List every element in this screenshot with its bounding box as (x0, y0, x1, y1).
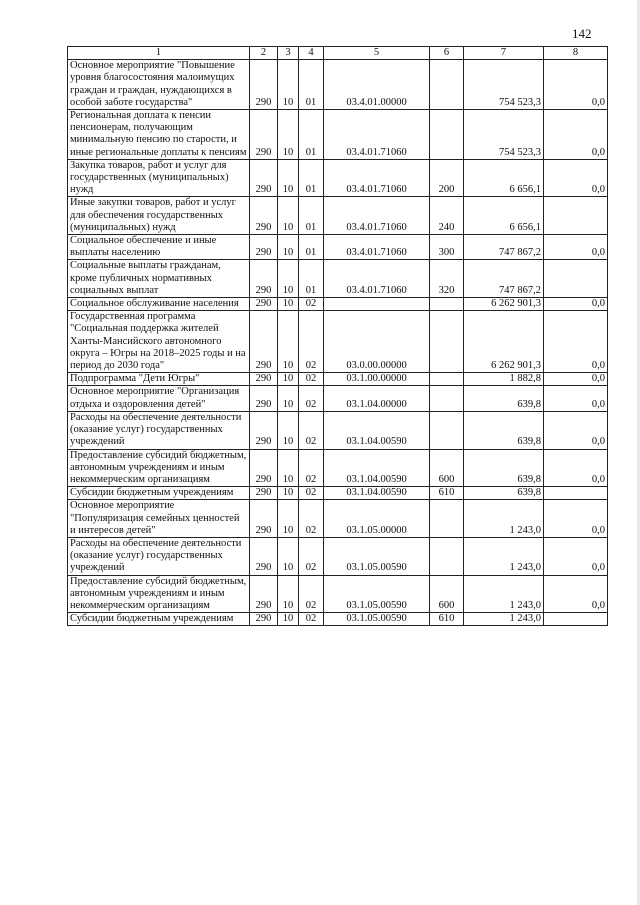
row-expense-type-cell (430, 411, 464, 449)
table-row (68, 260, 608, 298)
row-code-main-cell: 290 (250, 487, 278, 500)
row-section-cell: 10 (278, 197, 299, 235)
row-subvention-cell: 0,0 (544, 411, 608, 449)
row-amount-cell: 6 262 901,3 (464, 298, 544, 311)
row-code-main-cell: 290 (250, 373, 278, 386)
row-subsection-cell: 02 (299, 373, 324, 386)
row-subvention-cell (544, 197, 608, 235)
row-target-article-cell: 03.4.01.71060 (324, 197, 430, 235)
row-amount-cell: 1 243,0 (464, 575, 544, 613)
row-amount-cell: 754 523,3 (464, 110, 544, 160)
row-subvention-cell: 0,0 (544, 60, 608, 110)
table-row (68, 500, 608, 538)
row-section-cell: 10 (278, 60, 299, 110)
row-section-cell: 10 (278, 260, 299, 298)
row-target-article-cell: 03.1.05.00590 (324, 537, 430, 575)
row-expense-type-cell (430, 60, 464, 110)
row-subvention-cell: 0,0 (544, 449, 608, 487)
table-row (68, 298, 608, 311)
table-row (68, 373, 608, 386)
row-target-article-cell: 03.1.00.00000 (324, 373, 430, 386)
row-code-main-cell: 290 (250, 537, 278, 575)
row-code-main-cell: 290 (250, 110, 278, 160)
row-subvention-cell: 0,0 (544, 373, 608, 386)
row-expense-type-cell (430, 311, 464, 373)
row-name-cell: Основное мероприятие "Популяризация семейных ценностей и интересов детей" (68, 500, 250, 538)
row-target-article-cell: 03.4.01.00000 (324, 60, 430, 110)
row-amount-cell: 639,8 (464, 386, 544, 411)
row-amount-cell: 1 243,0 (464, 500, 544, 538)
row-subvention-cell: 0,0 (544, 311, 608, 373)
row-target-article-cell: 03.1.04.00590 (324, 449, 430, 487)
row-name-cell: Основное мероприятие "Повышение уровня благосостояния малоимущих граждан и граждан, нуждающихся в особой заботе государства" (68, 60, 250, 110)
row-name-cell: Предоставление субсидий бюджетным, автономным учреждениям и иным некоммерческим организациям (68, 449, 250, 487)
header-row (68, 47, 608, 60)
row-section-cell: 10 (278, 386, 299, 411)
row-subsection-cell: 02 (299, 500, 324, 538)
table-row (68, 235, 608, 260)
row-target-article-cell: 03.4.01.71060 (324, 235, 430, 260)
row-section-cell: 10 (278, 575, 299, 613)
row-section-cell: 10 (278, 373, 299, 386)
row-subsection-cell: 02 (299, 386, 324, 411)
row-amount-cell: 639,8 (464, 411, 544, 449)
row-expense-type-cell: 200 (430, 159, 464, 197)
header-cell-7: 7 (464, 47, 544, 60)
row-section-cell: 10 (278, 487, 299, 500)
row-target-article-cell: 03.4.01.71060 (324, 159, 430, 197)
row-name-cell: Расходы на обеспечение деятельности (оказание услуг) государственных учреждений (68, 537, 250, 575)
row-name-cell: Государственная программа "Социальная поддержка жителей Ханты-Мансийского автономного округа – Югры на 2018–2025 годы и на период до 2030 года" (68, 311, 250, 373)
row-name-cell: Социальное обслуживание населения (68, 298, 250, 311)
row-subvention-cell: 0,0 (544, 537, 608, 575)
row-subsection-cell: 02 (299, 487, 324, 500)
header-cell-4: 4 (299, 47, 324, 60)
row-name-cell: Социальные выплаты гражданам, кроме публичных нормативных социальных выплат (68, 260, 250, 298)
row-section-cell: 10 (278, 311, 299, 373)
row-code-main-cell: 290 (250, 260, 278, 298)
row-code-main-cell: 290 (250, 386, 278, 411)
row-expense-type-cell: 240 (430, 197, 464, 235)
row-subvention-cell: 0,0 (544, 386, 608, 411)
row-subvention-cell: 0,0 (544, 500, 608, 538)
row-code-main-cell: 290 (250, 159, 278, 197)
row-expense-type-cell (430, 298, 464, 311)
row-amount-cell: 747 867,2 (464, 260, 544, 298)
table-row (68, 386, 608, 411)
row-name-cell: Социальное обеспечение и иные выплаты населению (68, 235, 250, 260)
row-target-article-cell: 03.1.05.00590 (324, 613, 430, 626)
row-subsection-cell: 01 (299, 235, 324, 260)
row-expense-type-cell (430, 373, 464, 386)
row-code-main-cell: 290 (250, 197, 278, 235)
row-expense-type-cell (430, 500, 464, 538)
row-name-cell: Расходы на обеспечение деятельности (оказание услуг) государственных учреждений (68, 411, 250, 449)
row-expense-type-cell (430, 537, 464, 575)
row-amount-cell: 1 882,8 (464, 373, 544, 386)
row-name-cell: Подпрограмма "Дети Югры" (68, 373, 250, 386)
row-subvention-cell: 0,0 (544, 110, 608, 160)
header-cell-2: 2 (250, 47, 278, 60)
row-code-main-cell: 290 (250, 613, 278, 626)
row-expense-type-cell: 610 (430, 613, 464, 626)
row-subvention-cell: 0,0 (544, 159, 608, 197)
row-name-cell: Закупка товаров, работ и услуг для государственных (муниципальных) нужд (68, 159, 250, 197)
row-subsection-cell: 01 (299, 197, 324, 235)
table-row (68, 613, 608, 626)
row-section-cell: 10 (278, 159, 299, 197)
row-code-main-cell: 290 (250, 500, 278, 538)
table-row (68, 197, 608, 235)
row-amount-cell: 6 656,1 (464, 197, 544, 235)
table-row (68, 449, 608, 487)
table-row (68, 60, 608, 110)
row-amount-cell: 6 656,1 (464, 159, 544, 197)
row-section-cell: 10 (278, 235, 299, 260)
row-section-cell: 10 (278, 449, 299, 487)
row-amount-cell: 1 243,0 (464, 537, 544, 575)
row-expense-type-cell: 320 (430, 260, 464, 298)
row-name-cell: Региональная доплата к пенсии пенсионерам, получающим минимальную пенсию по старости, и иные региональные доплаты к пенсиям (68, 110, 250, 160)
header-cell-6: 6 (430, 47, 464, 60)
row-target-article-cell: 03.1.04.00590 (324, 487, 430, 500)
table-row (68, 311, 608, 373)
row-code-main-cell: 290 (250, 60, 278, 110)
row-target-article-cell: 03.0.00.00000 (324, 311, 430, 373)
row-subsection-cell: 02 (299, 411, 324, 449)
row-expense-type-cell (430, 386, 464, 411)
row-name-cell: Субсидии бюджетным учреждениям (68, 613, 250, 626)
row-code-main-cell: 290 (250, 575, 278, 613)
row-subvention-cell (544, 487, 608, 500)
row-subsection-cell: 02 (299, 613, 324, 626)
row-amount-cell: 639,8 (464, 449, 544, 487)
row-name-cell: Предоставление субсидий бюджетным, автономным учреждениям и иным некоммерческим организациям (68, 575, 250, 613)
row-name-cell: Иные закупки товаров, работ и услуг для обеспечения государственных (муниципальных) нужд (68, 197, 250, 235)
row-subsection-cell: 01 (299, 260, 324, 298)
row-subsection-cell: 02 (299, 449, 324, 487)
row-code-main-cell: 290 (250, 411, 278, 449)
row-amount-cell: 1 243,0 (464, 613, 544, 626)
row-target-article-cell: 03.4.01.71060 (324, 260, 430, 298)
row-subsection-cell: 02 (299, 298, 324, 311)
row-amount-cell: 6 262 901,3 (464, 311, 544, 373)
row-section-cell: 10 (278, 537, 299, 575)
row-section-cell: 10 (278, 110, 299, 160)
row-section-cell: 10 (278, 613, 299, 626)
row-amount-cell: 747 867,2 (464, 235, 544, 260)
row-section-cell: 10 (278, 298, 299, 311)
table-row (68, 487, 608, 500)
row-target-article-cell: 03.1.04.00000 (324, 386, 430, 411)
row-name-cell: Субсидии бюджетным учреждениям (68, 487, 250, 500)
row-target-article-cell: 03.1.05.00000 (324, 500, 430, 538)
row-subsection-cell: 02 (299, 311, 324, 373)
row-expense-type-cell: 600 (430, 575, 464, 613)
table-header (68, 47, 608, 60)
budget-table (67, 46, 608, 626)
row-subsection-cell: 01 (299, 60, 324, 110)
header-cell-1: 1 (68, 47, 250, 60)
row-code-main-cell: 290 (250, 235, 278, 260)
table-row (68, 411, 608, 449)
row-target-article-cell (324, 298, 430, 311)
table-row (68, 159, 608, 197)
row-subsection-cell: 02 (299, 575, 324, 613)
row-name-cell: Основное мероприятие "Организация отдыха и оздоровления детей" (68, 386, 250, 411)
table-row (68, 575, 608, 613)
table-row (68, 110, 608, 160)
row-subsection-cell: 02 (299, 537, 324, 575)
row-target-article-cell: 03.1.05.00590 (324, 575, 430, 613)
row-subsection-cell: 01 (299, 159, 324, 197)
header-cell-5: 5 (324, 47, 430, 60)
row-amount-cell: 639,8 (464, 487, 544, 500)
row-expense-type-cell: 610 (430, 487, 464, 500)
row-expense-type-cell: 600 (430, 449, 464, 487)
row-code-main-cell: 290 (250, 449, 278, 487)
table-row (68, 537, 608, 575)
row-target-article-cell: 03.4.01.71060 (324, 110, 430, 160)
row-subvention-cell (544, 613, 608, 626)
row-subsection-cell: 01 (299, 110, 324, 160)
row-subvention-cell: 0,0 (544, 575, 608, 613)
row-subvention-cell: 0,0 (544, 235, 608, 260)
row-code-main-cell: 290 (250, 311, 278, 373)
row-amount-cell: 754 523,3 (464, 60, 544, 110)
row-section-cell: 10 (278, 500, 299, 538)
page-number: 142 (572, 26, 592, 41)
row-expense-type-cell (430, 110, 464, 160)
table-body (68, 60, 608, 626)
row-subvention-cell: 0,0 (544, 298, 608, 311)
row-target-article-cell: 03.1.04.00590 (324, 411, 430, 449)
row-section-cell: 10 (278, 411, 299, 449)
row-subvention-cell (544, 260, 608, 298)
row-expense-type-cell: 300 (430, 235, 464, 260)
header-cell-8: 8 (544, 47, 608, 60)
row-code-main-cell: 290 (250, 298, 278, 311)
header-cell-3: 3 (278, 47, 299, 60)
